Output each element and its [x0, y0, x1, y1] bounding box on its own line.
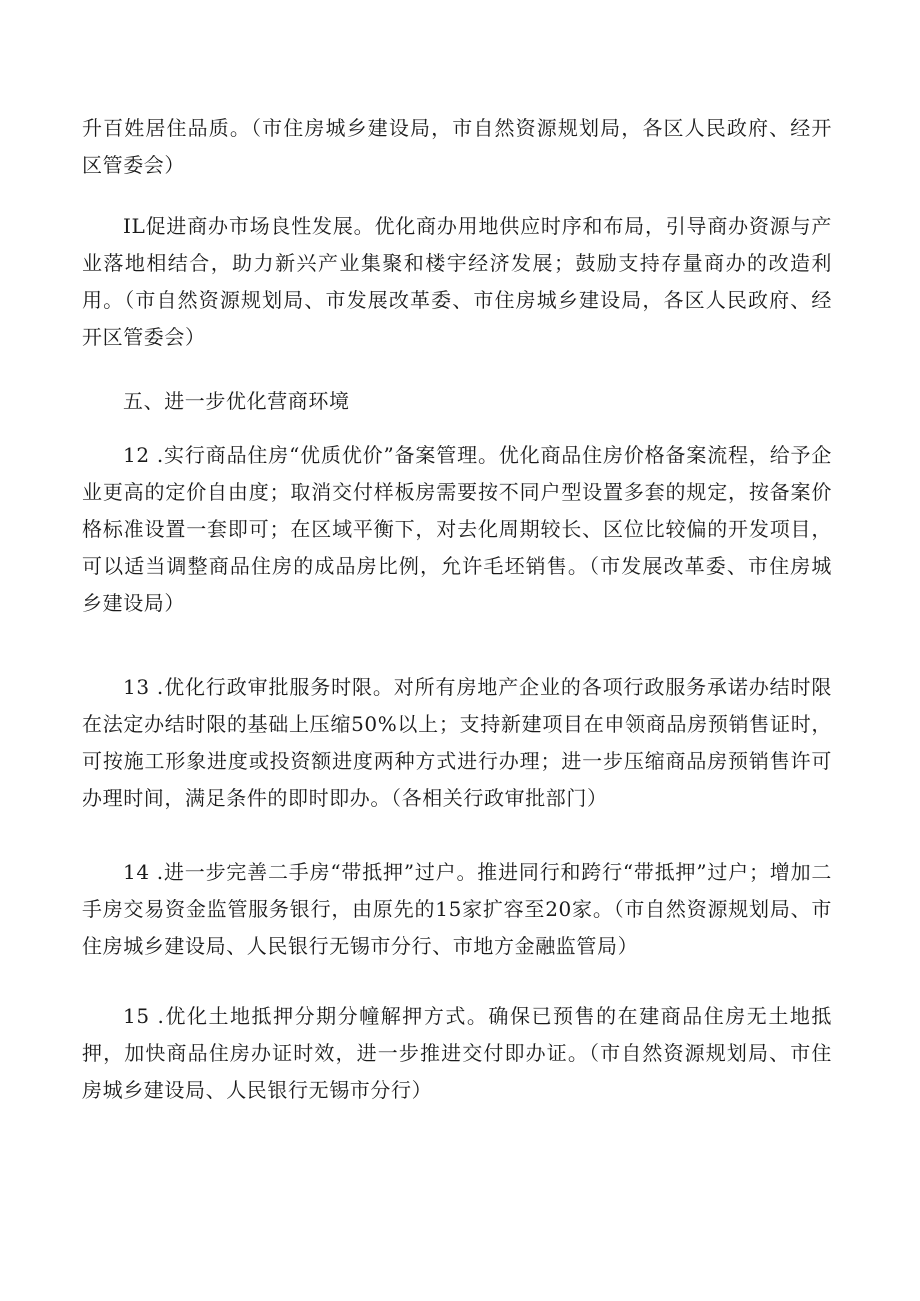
- paragraph-item-13: 13 .优化行政审批服务时限。对所有房地产企业的各项行政服务承诺办结时限在法定办结时限的基础上压缩50%以上；支持新建项目在申领商品房预销售证时，可按施工形象进度或投资额进度两种方式进行办理；进一步压缩商品房预销售许可办理时间，满足条件的即时即办。（各相关行政审批部门）: [82, 675, 832, 810]
- paragraph-item-15: 15 .优化土地抵押分期分幢解押方式。确保已预售的在建商品住房无土地抵押，加快商品住房办证时效，进一步推进交付即办证。（市自然资源规划局、市住房城乡建设局、人民银行无锡市分行）: [82, 1004, 832, 1102]
- paragraph-item-11: IL促进商办市场良性发展。优化商办用地供应时序和布局，引导商办资源与产业落地相结合，助力新兴产业集聚和楼宇经济发展；鼓励支持存量商办的改造利用。（市自然资源规划局、市发展改革委、市住房城乡建设局，各区人民政府、经开区管委会）: [82, 214, 832, 349]
- section-heading: 五、进一步优化营商环境: [123, 389, 350, 413]
- paragraph-continuation: 升百姓居住品质。（市住房城乡建设局，市自然资源规划局，各区人民政府、经开区管委会）: [82, 116, 832, 177]
- paragraph-item-12: 12 .实行商品住房“优质优价”备案管理。优化商品住房价格备案流程，给予企业更高的定价自由度；取消交付样板房需要按不同户型设置多套的规定，按备案价格标准设置一套即可；在区域平衡下，对去化周期较长、区位比较偏的开发项目，可以适当调整商品住房的成品房比例，允许毛坯销售。（市发展改革委、市住房城乡建设局）: [82, 443, 832, 615]
- paragraph-item-14: 14 .进一步完善二手房“带抵押”过户。推进同行和跨行“带抵押”过户；增加二手房交易资金监管服务银行，由原先的15家扩容至20家。（市自然资源规划局、市住房城乡建设局、人民银行无锡市分行、市地方金融监管局）: [82, 860, 832, 958]
